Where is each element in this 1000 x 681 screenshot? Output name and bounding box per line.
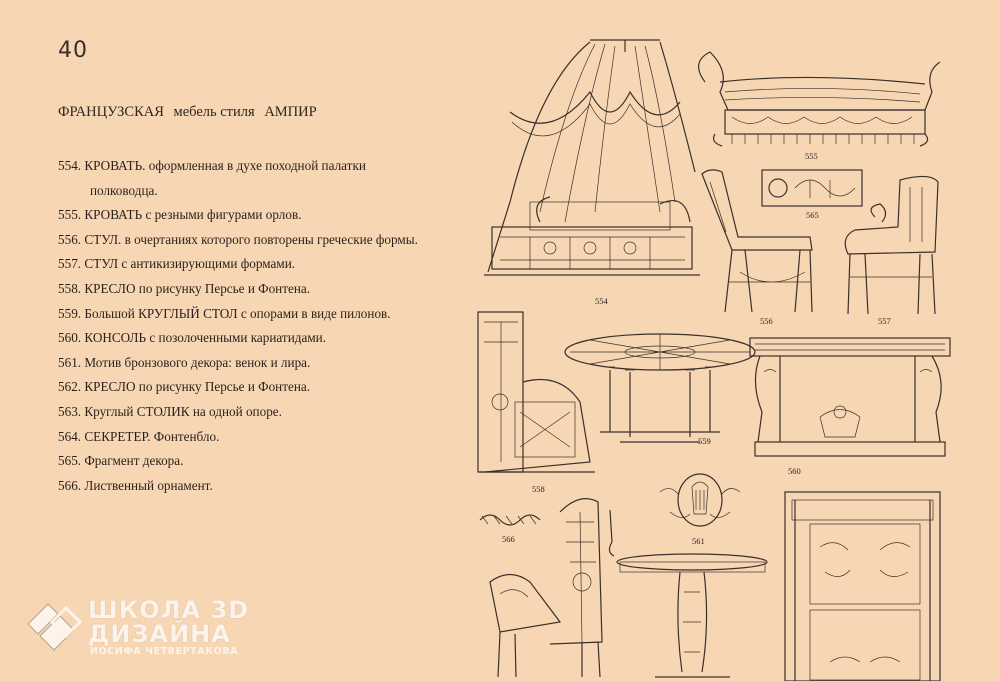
label-560: 560 [788,466,801,476]
list-item: 556. СТУЛ. в очертаниях которого повторены греческие формы. [58,231,418,247]
illustration-557-armchair [845,176,938,326]
list-item: 566. Лиственный орнамент. [58,477,213,493]
list-item: 562. КРЕСЛО по рисунку Персье и Фонтена. [58,379,311,395]
watermark-line-3: ИОСИФА ЧЕТВЕРТАКОВА [90,646,239,657]
illustration-565-decor-fragment [762,170,862,220]
label-556: 556 [760,316,773,326]
list-item: 554. КРОВАТЬ. оформленная в духе походной палатки [58,158,366,173]
watermark-line-2: ДИЗАЙНА [88,620,231,648]
watermark-line-1: ШКОЛА 3D [88,596,250,624]
list-item: 559. Большой КРУГЛЫЙ СТОЛ с опорами в виде пилонов. [58,305,391,321]
illustration-563-gueridon [617,554,767,677]
list-item: 565. Фрагмент декора. [58,453,184,469]
illustration-560-console [750,338,950,476]
list-item: 563. Круглый СТОЛИК на одной опоре. [58,403,282,419]
illustration-555-eagle-bed [699,52,940,161]
label-557: 557 [878,316,891,326]
list-item-continuation: полководца. [90,182,158,198]
list-item: 560. КОНСОЛЬ с позолоченными кариатидами. [58,330,327,346]
illustration-556-chair [702,170,812,326]
list-item: 555. КРОВАТЬ с резными фигурами орлов. [58,207,302,223]
list-item: 558. КРЕСЛО по рисунку Персье и Фонтена. [58,280,311,296]
illustration-554-canopy-bed [484,40,700,306]
label-554: 554 [595,296,608,306]
illustration-558-armchair [478,312,595,494]
illustration-559-round-table [565,334,755,446]
title-part-2: мебель стиля [173,104,255,120]
illustration-564-secretaire [785,492,940,681]
list-item: 557. СТУЛ с антикизирующими формами. [58,256,296,272]
list-item: 564. СЕКРЕТЕР. Фонтенбло. [58,428,220,444]
page-title [58,104,317,121]
list-item: 561. Мотив бронзового декора: венок и лира. [58,354,311,370]
title-part-3: АМПИР [264,104,317,120]
label-565: 565 [806,210,819,220]
label-555: 555 [805,151,818,161]
label-558: 558 [532,484,545,494]
title-part-1: ФРАНЦУЗСКАЯ [58,104,164,120]
school-logo-icon [22,594,86,658]
label-566: 566 [502,534,515,544]
page-number: 40 [58,38,88,63]
catalog-list [58,154,478,498]
label-559: 559 [698,436,711,446]
label-561: 561 [692,536,705,546]
furniture-illustrations [470,22,1000,681]
watermark [22,594,262,664]
illustration-566-leaf-ornament [480,515,540,544]
illustration-561-wreath-lyre [660,474,740,546]
